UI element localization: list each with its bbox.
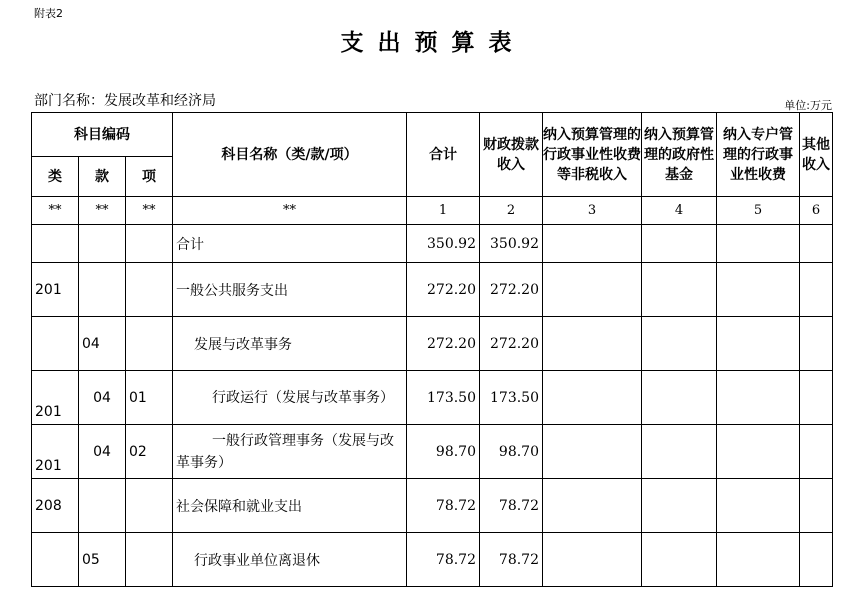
index-cell: 1 <box>407 197 480 225</box>
empty-cell <box>800 317 833 371</box>
header-nontax-income: 纳入预算管理的行政事业性收费等非税收入 <box>543 113 642 197</box>
empty-cell <box>642 371 717 425</box>
empty-cell <box>543 425 642 479</box>
empty-cell <box>642 317 717 371</box>
empty-cell <box>717 479 800 533</box>
empty-cell <box>543 263 642 317</box>
xiang-cell <box>126 317 173 371</box>
empty-cell <box>543 371 642 425</box>
fiscal-cell: 272.20 <box>480 317 543 371</box>
empty-cell <box>543 225 642 263</box>
header-special-account-fees: 纳入专户管理的行政事业性收费 <box>717 113 800 197</box>
unit-label: 单位:万元 <box>784 99 832 112</box>
index-cell: ** <box>126 197 173 225</box>
xiang-cell: 01 <box>126 371 173 425</box>
total-cell: 78.72 <box>407 533 480 587</box>
empty-cell <box>717 263 800 317</box>
subject-name-cell: 合计 <box>173 225 407 263</box>
index-cell: ** <box>79 197 126 225</box>
total-cell: 173.50 <box>407 371 480 425</box>
header-kuan: 款 <box>79 157 126 197</box>
lei-cell <box>32 317 79 371</box>
empty-cell <box>800 371 833 425</box>
empty-cell <box>800 533 833 587</box>
fiscal-cell: 78.72 <box>480 479 543 533</box>
empty-cell <box>543 317 642 371</box>
total-cell: 98.70 <box>407 425 480 479</box>
empty-cell <box>717 371 800 425</box>
empty-cell <box>800 263 833 317</box>
kuan-cell <box>79 225 126 263</box>
empty-cell <box>717 317 800 371</box>
empty-cell <box>800 479 833 533</box>
header-xiang: 项 <box>126 157 173 197</box>
empty-cell <box>543 479 642 533</box>
subject-name-cell: 行政运行（发展与改革事务） <box>173 371 407 425</box>
table-row <box>32 425 833 479</box>
kuan-cell: 04 <box>79 317 126 371</box>
fiscal-cell: 173.50 <box>480 371 543 425</box>
header-subject-name: 科目名称（类/款/项） <box>173 113 407 197</box>
fiscal-cell: 350.92 <box>480 225 543 263</box>
lei-cell <box>32 225 79 263</box>
lei-cell: 201 <box>32 371 79 425</box>
xiang-cell <box>126 263 173 317</box>
subject-name-cell: 一般公共服务支出 <box>173 263 407 317</box>
table-row <box>32 263 833 317</box>
expenditure-budget-table <box>31 112 833 587</box>
total-cell: 350.92 <box>407 225 480 263</box>
empty-cell <box>642 263 717 317</box>
page-title: 支出预算表 <box>340 30 526 56</box>
kuan-cell: 04 <box>79 425 126 479</box>
empty-cell <box>642 425 717 479</box>
kuan-cell <box>79 263 126 317</box>
xiang-cell: 02 <box>126 425 173 479</box>
table-row <box>32 225 833 263</box>
empty-cell <box>642 479 717 533</box>
lei-cell <box>32 533 79 587</box>
header-code-group: 科目编码 <box>32 113 173 157</box>
lei-cell: 201 <box>32 263 79 317</box>
empty-cell <box>543 533 642 587</box>
subject-name-cell: 一般行政管理事务（发展与改革事务） <box>173 425 407 479</box>
fiscal-cell: 272.20 <box>480 263 543 317</box>
xiang-cell <box>126 533 173 587</box>
xiang-cell <box>126 225 173 263</box>
index-cell: 5 <box>717 197 800 225</box>
fiscal-cell: 78.72 <box>480 533 543 587</box>
header-other-income: 其他收入 <box>800 113 833 197</box>
subject-name-cell: 社会保障和就业支出 <box>173 479 407 533</box>
empty-cell <box>717 225 800 263</box>
total-cell: 272.20 <box>407 317 480 371</box>
index-cell: ** <box>32 197 79 225</box>
index-cell: 4 <box>642 197 717 225</box>
index-cell: 3 <box>543 197 642 225</box>
kuan-cell: 05 <box>79 533 126 587</box>
subject-name-cell: 发展与改革事务 <box>173 317 407 371</box>
header-government-fund: 纳入预算管理的政府性基金 <box>642 113 717 197</box>
empty-cell <box>717 533 800 587</box>
kuan-cell <box>79 479 126 533</box>
table-row <box>32 317 833 371</box>
attachment-label: 附表2 <box>34 7 63 20</box>
total-cell: 272.20 <box>407 263 480 317</box>
department-name: 部门名称：发展改革和经济局 <box>34 93 216 109</box>
lei-cell: 208 <box>32 479 79 533</box>
header-fiscal-allocation: 财政拨款收入 <box>480 113 543 197</box>
index-cell: 6 <box>800 197 833 225</box>
index-cell: ** <box>173 197 407 225</box>
empty-cell <box>800 425 833 479</box>
total-cell: 78.72 <box>407 479 480 533</box>
kuan-cell: 04 <box>79 371 126 425</box>
empty-cell <box>717 425 800 479</box>
index-cell: 2 <box>480 197 543 225</box>
empty-cell <box>642 533 717 587</box>
table-row <box>32 479 833 533</box>
empty-cell <box>642 225 717 263</box>
table-row <box>32 371 833 425</box>
fiscal-cell: 98.70 <box>480 425 543 479</box>
empty-cell <box>800 225 833 263</box>
index-row <box>32 197 833 225</box>
header-lei: 类 <box>32 157 79 197</box>
lei-cell: 201 <box>32 425 79 479</box>
table-row <box>32 533 833 587</box>
header-total: 合计 <box>407 113 480 197</box>
xiang-cell <box>126 479 173 533</box>
subject-name-cell: 行政事业单位离退休 <box>173 533 407 587</box>
